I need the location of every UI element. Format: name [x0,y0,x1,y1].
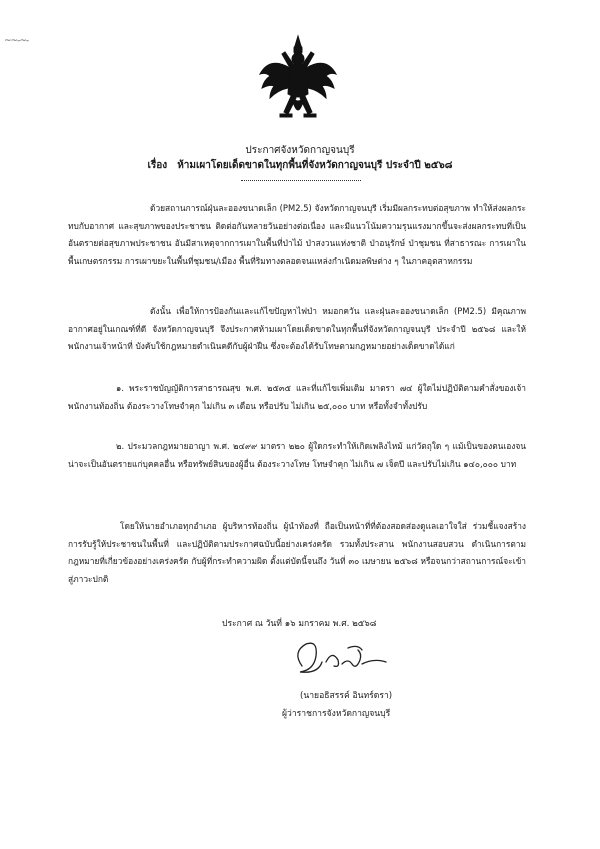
dotted-divider [241,180,361,181]
body-paragraph-prohibition: ดังนั้น เพื่อให้การป้องกันและแก้ไขปัญหาไฟป่า หมอกควัน และฝุ่นละอองขนาดเล็ก (PM2.5) มีคุณภาพอากาศอยู่ในเกณฑ์ที่ดี จังหวัดกาญจนบุรี จึงประกาศห้ามเผาโดยเด็ดขาดในทุกพื้นที่จังหวัดกาญจนบุรี ประจำปี ๒๕๖๘ และให้พนักงานเจ้าหน้าที่ บังคับใช้กฎหมายดำเนินคดีกับผู้ฝ่าฝืน ซึ่งจะต้องได้รับโทษตามกฎหมายอย่างเด็ดขาดได้แก่ [68,306,526,352]
signer-name: (นายอธิสรรค์ อินทร์ดรา) [300,691,393,701]
stray-scan-mark: ~~-~- [4,36,29,46]
body-paragraph-law-2: ๒. ประมวลกฎหมายอาญา พ.ศ. ๒๔๙๙ มาตรา ๒๒๐ ผู้ใดกระทำให้เกิดเพลิงไหม้ แก่วัตถุใด ๆ แม้เป็นของตนเองจนน่าจะเป็นอันตรายแก่บุคคลอื่น หรือทรัพย์สินของผู้อื่น ต้องระวางโทษ โทษจำคุก ไม่เกิน ๗ เจ็ดปี และปรับไม่เกิน ๑๔๐,๐๐๐ บาท [68,441,526,469]
subject-label: เรื่อง [147,160,168,171]
body-paragraph-instructions: โดยให้นายอำเภอทุกอำเภอ ผู้บริหารท้องถิ่น ผู้นำท้องที่ ถือเป็นหน้าที่ที่ต้องสอดส่องดูแลเอาใจใส่ ร่วมชี้แจงสร้างการรับรู้ให้ประชาชนในพื้นที่ และปฏิบัติตามประกาศฉบับนี้อย่างเคร่งครัด รวมทั้งประสาน พนักงานสอบสวน ดำเนินการตามกฎหมายที่เกี่ยวข้องอย่างเคร่งครัด กับผู้ที่กระทำความผิด ตั้งแต่บัดนี้จนถึง วันที่ ๓๐ เมษายน ๒๕๖๘ หรือจนกว่าสถานการณ์จะเข้าสู่ภาวะปกติ [68,521,526,584]
announcement-date: ประกาศ ณ วันที่ ๑๖ มกราคม พ.ศ. ๒๕๖๘ [222,619,377,629]
body-paragraph-law-1: ๑. พระราชบัญญัติการสาธารณสุข พ.ศ. ๒๕๓๕ และที่แก้ไขเพิ่มเติม มาตรา ๗๔ ผู้ใดไม่ปฏิบัติตามคำสั่งของเจ้าพนักงานท้องถิ่น ต้องระวางโทษจำคุก ไม่เกิน ๓ เดือน หรือปรับ ไม่เกิน ๒๕,๐๐๐ บาท หรือทั้งจำทั้งปรับ [68,383,526,411]
body-paragraph-situation: ด้วยสถานการณ์ฝุ่นละอองขนาดเล็ก (PM2.5) จังหวัดกาญจนบุรี เริ่มมีผลกระทบต่อสุขภาพ ทำให้ส่งผลกระทบกับอากาศ และสุขภาพของประชาชน ติดต่อกันหลายวันอย่างต่อเนื่อง และมีแนวโน้มความรุนแรงมากขึ้นจะส่งผลกระทบที่เป็นอันตรายต่อสุขภาพประชาชน อันมีสาเหตุจากการเผาในพื้นที่ป่าไม้ ป่าสงวนแห่งชาติ ป่าอนุรักษ์ ป่าชุมชน ที่สาธารณะ การเผาในพื้นเกษตรกรรม การเผาขยะในพื้นที่ชุมชน/เมือง พื้นที่ริมทางตลอดจนแหล่งกำเนิดมลพิษต่าง ๆ ในภาคอุตสาหกรรม [68,203,526,266]
announcement-subject [0,158,600,173]
signer-title: ผู้ว่าราชการจังหวัดกาญจนบุรี [282,709,391,719]
announcement-title: ประกาศจังหวัดกาญจนบุรี [245,145,355,156]
subject-text: ห้ามเผาโดยเด็ดขาดในทุกพื้นที่จังหวัดกาญจนบุรี ประจำปี ๒๕๖๘ [177,160,453,171]
handwritten-signature [288,636,398,678]
garuda-emblem-icon [256,34,340,126]
